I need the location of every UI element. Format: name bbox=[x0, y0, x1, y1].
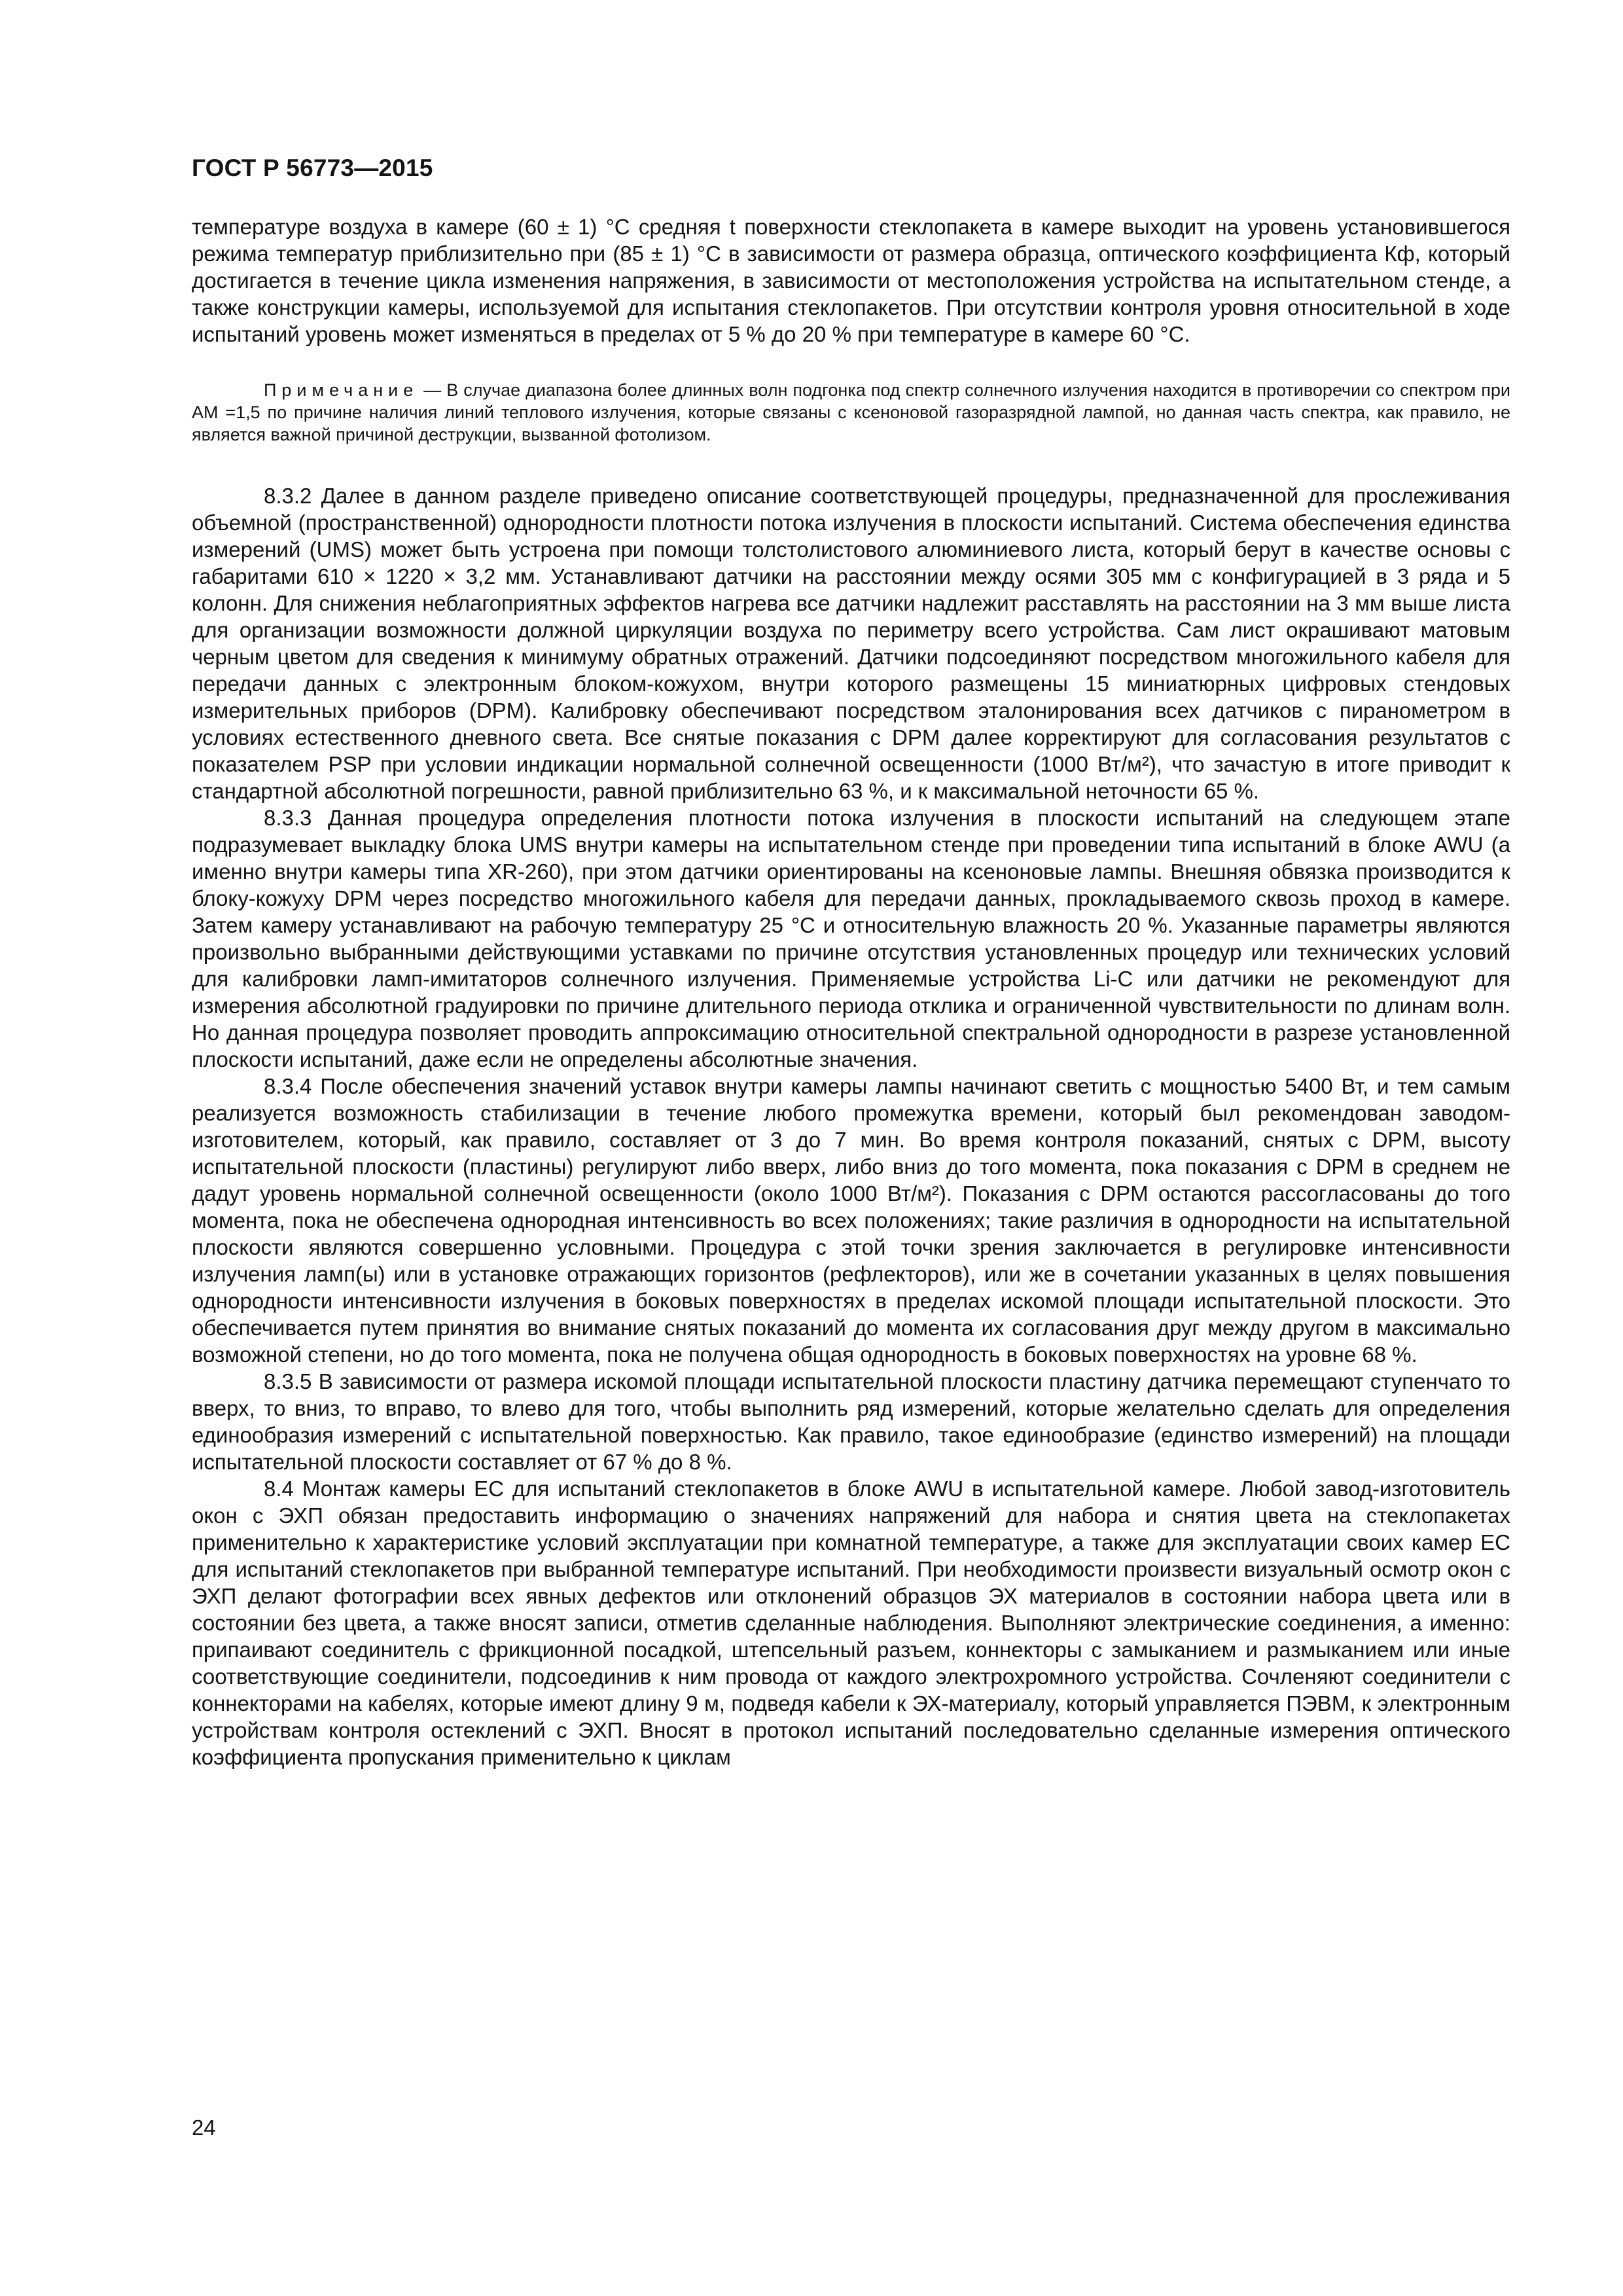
note-label: Примечание bbox=[264, 380, 419, 400]
section-text: Монтаж камеры ЕС для испытаний стеклопакетов в блоке AWU в испытательной камере. Любой завод-изготовитель окон с ЭХП обязан предоставить информацию о значениях напряжений для набора и снятия цвета на стеклопакетах применительно к характеристике условий эксплуатации при комнатной температуре, а также для эксплуатации своих камер ЕС для испытаний стеклопакетов при выбранной температуре испытаний. При необходимости произвести визуальный осмотр окон с ЭХП делают фотографии всех явных дефектов или отклонений образцов ЭХ материалов в состоянии набора цвета или в состоянии без цвета, а также вносят записи, отметив сделанные наблюдения. Выполняют электрические соединения, а именно: припаивают соединитель с фрикционной посадкой, штепсельный разъем, коннекторы с замыканием и размыканием или иные соответствующие соединители, подсоединив к ним провода от каждого электрохромного устройства. Сочленяют соединители с коннекторами на кабелях, которые имеют длину 9 м, подведя кабели к ЭХ-материалу, который управляется ПЭВМ, к электронным устройствам контроля остеклений с ЭХП. Вносят в протокол испытаний последовательно сделанные измерения оптического коэффициента пропускания применительно к циклам bbox=[192, 1477, 1510, 1769]
section-8-3-4 bbox=[192, 1073, 1510, 1368]
standard-code-header: ГОСТ Р 56773—2015 bbox=[192, 154, 433, 181]
section-number: 8.3.3 bbox=[264, 806, 312, 830]
section-text: После обеспечения значений уставок внутри камеры лампы начинают светить с мощностью 5400 Вт, и тем самым реализуется возможность стабилизации в течение любого промежутка времени, который был рекомендован заводом-изготовителем, который, как правило, составляет от 3 до 7 мин. Во время контроля показаний, снятых с DPM, высоту испытательной плоскости (пластины) регулируют либо вверх, либо вниз до того момента, пока показания с DPM в среднем не дадут уровень нормальной солнечной освещенности (около 1000 Вт/м²). Показания с DPM остаются рассогласованы до того момента, пока не обеспечена однородная интенсивность во всех положениях; такие различия в однородности на испытательной плоскости являются совершенно условными. Процедура с этой точки зрения заключается в регулировке интенсивности излучения ламп(ы) или в установке отражающих горизонтов (рефлекторов), или же в сочетании указанных в целях повышения однородности интенсивности излучения в боковых поверхностях в пределах искомой площади испытательной плоскости. Это обеспечивается путем принятия во внимание снятых показаний до момента их согласования друг между другом в максимально возможной степени, но до того момента, пока не получена общая однородность в боковых поверхностях на уровне 68 %. bbox=[192, 1074, 1510, 1367]
section-text: Данная процедура определения плотности потока излучения в плоскости испытаний на следующем этапе подразумевает выкладку блока UMS внутри камеры на испытательном стенде при проведении типа испытаний в блоке AWU (а именно внутри камеры типа XR-260), при этом датчики ориентированы на ксеноновые лампы. Внешняя обвязка производится к блоку-кожуху DPM через посредство многожильного кабеля для передачи данных, прокладываемого сквозь проход в камере. Затем камеру устанавливают на рабочую температуру 25 °С и относительную влажность 20 %. Указанные параметры являются произвольно выбранными действующими уставками по причине отсутствия установленных процедур или технических условий для калибровки ламп-имитаторов солнечного излучения. Применяемые устройства Li-C или датчики не рекомендуют для измерения абсолютной градуировки по причине длительного периода отклика и ограниченной чувствительности по длинам волн. Но данная процедура позволяет проводить аппроксимацию относительной спектральной однородности в разрезе установленной плоскости испытаний, даже если не определены абсолютные значения. bbox=[192, 806, 1510, 1071]
section-8-4 bbox=[192, 1475, 1510, 1770]
document-page bbox=[192, 0, 1510, 2296]
page-number: 24 bbox=[192, 2115, 216, 2140]
section-8-3-3 bbox=[192, 804, 1510, 1073]
section-text: В зависимости от размера искомой площади испытательной плоскости пластину датчика перемещают ступенчато то вверх, то вниз, то вправо, то влево для того, чтобы выполнить ряд измерений, которые желательно сделать для определения единообразия измерений с испытательной поверхностью. Как правило, такое единообразие (единство измерений) на площади испытательной плоскости составляет от 67 % до 8 %. bbox=[192, 1369, 1510, 1474]
section-number: 8.3.2 bbox=[264, 484, 312, 508]
section-number: 8.3.5 bbox=[264, 1369, 312, 1393]
section-text: Далее в данном разделе приведено описание соответствующей процедуры, предназначенной для прослеживания объемной (пространственной) однородности плотности потока излучения в плоскости испытаний. Система обеспечения единства измерений (UMS) может быть устроена при помощи толстолистового алюминиевого листа, который берут в качестве основы с габаритами 610 × 1220 × 3,2 мм. Устанавливают датчики на расстоянии между осями 305 мм с конфигурацией в 3 ряда и 5 колонн. Для снижения неблагоприятных эффектов нагрева все датчики надлежит расставлять на расстоянии на 3 мм выше листа для организации возможности должной циркуляции воздуха по периметру всего устройства. Сам лист окрашивают матовым черным цветом для сведения к минимуму обратных отражений. Датчики подсоединяют посредством многожильного кабеля для передачи данных с электронным блоком-кожухом, внутри которого размещены 15 миниатюрных цифровых стендовых измерительных приборов (DPM). Калибровку обеспечивают посредством эталонирования всех датчиков с пиранометром в условиях естественного дневного света. Все снятые показания с DPM далее корректируют для согласования результатов с показателем PSP при условии индикации нормальной солнечной освещенности (1000 Вт/м²), что зачастую в итоге приводит к стандартной абсолютной погрешности, равной приблизительно 63 %, и к максимальной неточности 65 %. bbox=[192, 484, 1510, 803]
section-number: 8.3.4 bbox=[264, 1074, 312, 1098]
continuation-paragraph: температуре воздуха в камере (60 ± 1) °С средняя t поверхности стеклопакета в камере выходит на уровень установившегося режима температур приблизительно при (85 ± 1) °С в зависимости от размера образца, оптического коэффициента Кф, который достигается в течение цикла изменения напряжения, в зависимости от местоположения устройства на испытательном стенде, а также конструкции камеры, используемой для испытания стеклопакетов. При отсутствии контроля уровня относительной в ходе испытаний уровень может изменяться в пределах от 5 % до 20 % при температуре в камере 60 °С. bbox=[192, 215, 1510, 346]
document-body bbox=[192, 213, 1510, 1770]
section-8-3-5 bbox=[192, 1368, 1510, 1475]
note-block bbox=[192, 379, 1510, 446]
note-text: — В случае диапазона более длинных волн подгонка под спектр солнечного излучения находится в противоречии со спектром при АМ =1,5 по причине наличия линий теплового излучения, которые связаны с ксеноновой газоразрядной лампой, но данная часть спектра, как правило, не является важной причиной деструкции, вызванной фотолизом. bbox=[192, 380, 1510, 444]
section-number: 8.4 bbox=[264, 1477, 294, 1501]
section-8-3-2 bbox=[192, 482, 1510, 804]
